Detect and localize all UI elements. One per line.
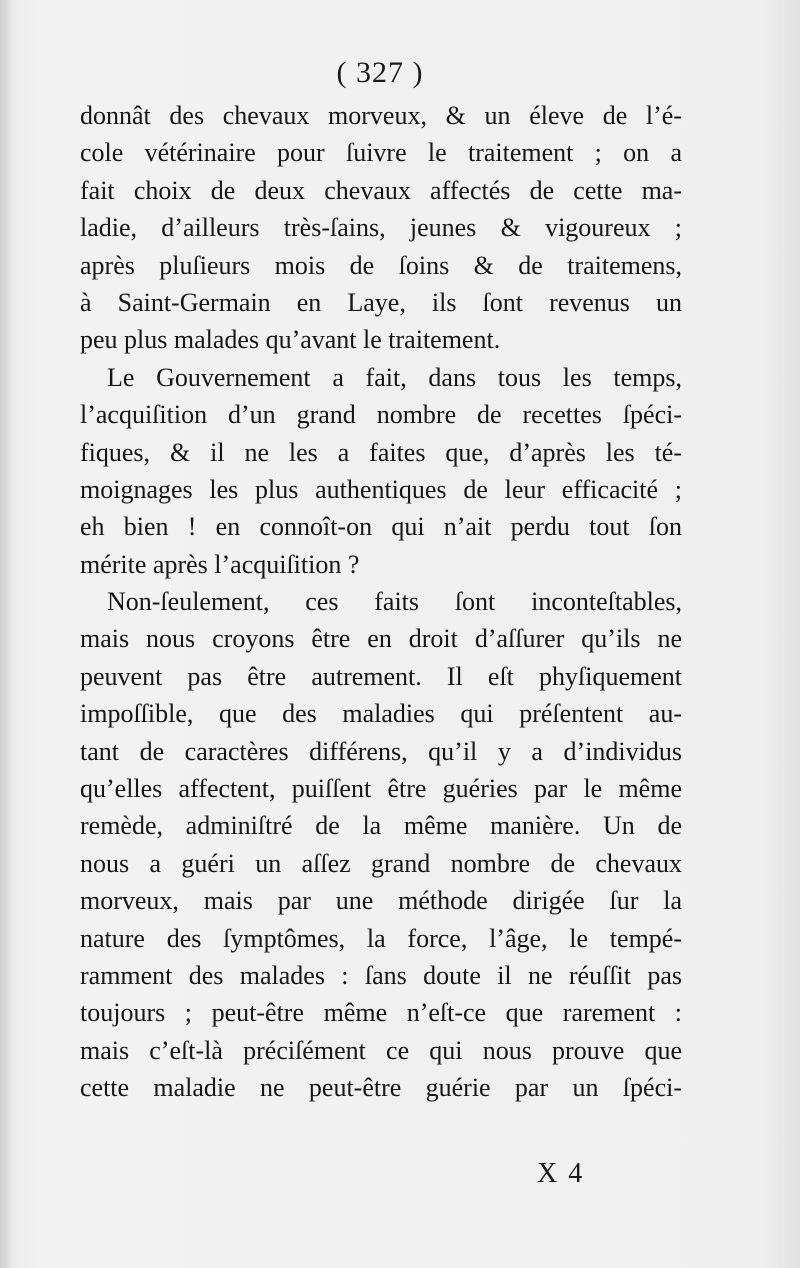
text-line: cole vétérinaire pour ſuivre le traitement ; on a (80, 138, 682, 168)
text-line: impoſſible, que des maladies qui préſentent au- (80, 699, 682, 729)
text-line: Le Gouvernement a fait, dans tous les temps, (107, 362, 682, 392)
text-line: ladie, d’ailleurs très-ſains, jeunes & vigoureux ; (80, 213, 682, 243)
signature-mark: X 4 (537, 1158, 585, 1189)
text-line: moignages les plus authentiques de leur efficacité ; (80, 474, 682, 504)
text-line: ramment des malades : ſans doute il ne réuſſit pas (80, 960, 682, 990)
page-number: ( 327 ) (336, 56, 424, 89)
text-line: l’acquiſition d’un grand nombre de recettes ſpéci- (80, 400, 682, 430)
text-line: mais nous croyons être en droit d’aſſurer qu’ils ne (80, 624, 682, 654)
text-line: nature des ſymptômes, la force, l’âge, le tempé- (80, 923, 682, 953)
text-line: tant de caractères différens, qu’il y a d’individus (80, 736, 682, 766)
text-line: nous a guéri un aſſez grand nombre de chevaux (80, 848, 682, 878)
text-line: cette maladie ne peut-être guérie par un ſpéci- (80, 1073, 682, 1103)
text-line: mais c’eſt-là préciſément ce qui nous prouve que (80, 1035, 682, 1065)
text-line: peuvent pas être autrement. Il eſt phyſiquement (80, 661, 682, 691)
text-line: donnât des chevaux morveux, & un éleve de l’é- (80, 101, 682, 130)
body-text (80, 97, 682, 1107)
text-line: qu’elles affectent, puiſſent être guéries par le même (80, 774, 682, 804)
text-line: fait choix de deux chevaux affectés de cette ma- (80, 175, 682, 205)
text-line: après pluſieurs mois de ſoins & de traitemens, (80, 250, 682, 280)
text-line: peu plus malades qu’avant le traitement. (80, 325, 501, 355)
text-line: eh bien ! en connoît-on qui n’ait perdu tout ſon (80, 512, 682, 542)
text-line: remède, adminiſtré de la même manière. Un de (80, 811, 682, 841)
text-line: mérite après l’acquiſition ? (80, 549, 360, 579)
text-line: à Saint-Germain en Laye, ils ſont revenus un (80, 287, 682, 317)
text-line: morveux, mais par une méthode dirigée ſur la (80, 886, 682, 916)
text-line: toujours ; peut-être même n’eſt-ce que rarement : (80, 998, 682, 1028)
text-line: fiques, & il ne les a faites que, d’après les té- (80, 437, 682, 467)
text-line: Non-ſeulement, ces faits ſont inconteſtables, (107, 587, 682, 617)
